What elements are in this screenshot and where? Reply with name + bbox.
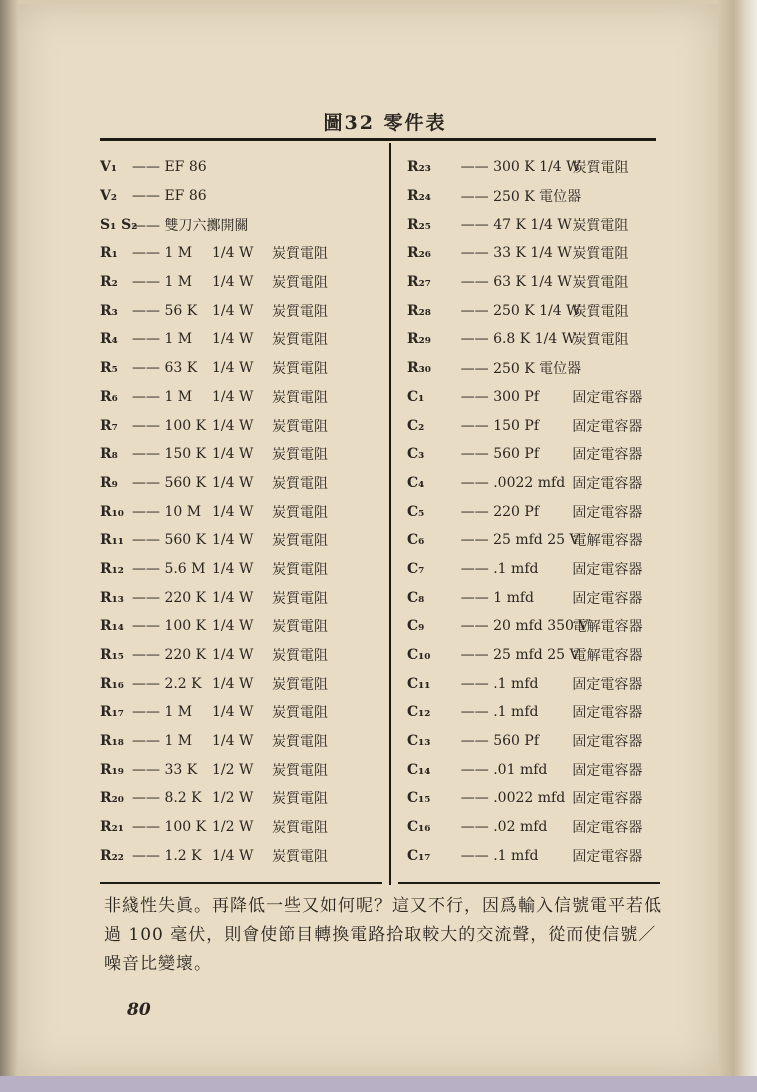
part-value: —— EF 86: [132, 188, 207, 205]
part-row: [407, 210, 662, 239]
part-type: 炭質電阻: [272, 332, 328, 349]
part-type: 固定電容器: [572, 418, 643, 435]
part-designator: C₁₂: [407, 704, 431, 721]
part-designator: V₂: [100, 188, 117, 205]
part-row: [407, 182, 662, 211]
part-value: —— 220 Pf: [460, 503, 540, 520]
part-type: 固定電容器: [572, 590, 643, 607]
part-type: 固定電容器: [572, 734, 643, 751]
part-type: 炭質電阻: [572, 160, 629, 177]
part-value: —— .1 mfd: [460, 560, 539, 577]
part-designator: S₁ S₂: [100, 216, 138, 233]
part-row: [407, 641, 662, 670]
part-designator: R₂: [100, 274, 118, 291]
part-type: 炭質電阻: [272, 418, 328, 435]
part-value: —— 560 Pf: [460, 733, 540, 750]
part-designator: R₅: [100, 360, 118, 377]
part-row: [100, 268, 385, 297]
part-type: 固定電容器: [572, 504, 643, 521]
part-value: —— 560 Pf: [460, 446, 540, 463]
part-power-rating: 1/4 W: [212, 503, 254, 520]
part-value: —— 1 M: [132, 331, 193, 348]
part-power-rating: 1/2 W: [212, 761, 254, 778]
part-row: [407, 497, 662, 526]
part-power-rating: 1/4 W: [212, 560, 254, 577]
part-designator: R₁₄: [100, 618, 124, 635]
part-row: [100, 555, 385, 584]
part-value: —— 250 K 1/4 W: [460, 302, 581, 319]
part-designator: C₁₀: [407, 647, 431, 664]
part-designator: R₁₉: [100, 761, 124, 778]
part-type: 炭質電阻: [572, 275, 629, 292]
part-type: 炭質電阻: [272, 533, 328, 550]
part-type: 炭質電阻: [272, 475, 328, 492]
part-designator: R₂₅: [407, 216, 431, 233]
part-type: 炭質電阻: [272, 246, 328, 263]
part-value: —— .01 mfd: [460, 761, 548, 778]
part-value: —— 雙刀六擲開關: [132, 217, 249, 234]
part-type: 炭質電阻: [272, 762, 328, 779]
part-row: [407, 411, 662, 440]
part-row: [100, 813, 385, 842]
part-designator: R₁: [100, 245, 118, 262]
part-row: [100, 612, 385, 641]
part-row: [407, 239, 662, 268]
part-designator: C₁₇: [407, 847, 431, 864]
part-type: 固定電容器: [572, 475, 643, 492]
part-designator: R₄: [100, 331, 118, 348]
part-designator: R₂₄: [407, 188, 431, 205]
part-row: [100, 727, 385, 756]
part-power-rating: 1/4 W: [212, 274, 254, 291]
page-number: 80: [127, 1000, 151, 1020]
part-designator: R₆: [100, 388, 118, 405]
part-type: 炭質電阻: [272, 676, 328, 693]
part-power-rating: 1/4 W: [212, 417, 254, 434]
page-edge: [718, 0, 757, 1092]
part-power-rating: 1/4 W: [212, 360, 254, 377]
part-row: [407, 296, 662, 325]
part-power-rating: 1/4 W: [212, 704, 254, 721]
part-type: 炭質電阻: [272, 275, 328, 292]
table-top-rule: [100, 138, 656, 141]
part-row: [100, 497, 385, 526]
part-value: —— 56 K: [132, 302, 198, 319]
part-value: —— 300 K 1/4 W: [460, 159, 581, 176]
part-row: [407, 383, 662, 412]
part-type: 炭質電阻: [572, 217, 629, 234]
part-designator: C₁₁: [407, 675, 431, 692]
parts-list-right: [407, 153, 662, 870]
part-designator: C₈: [407, 589, 425, 606]
part-row: [100, 669, 385, 698]
part-type: 炭質電阻: [272, 389, 328, 406]
part-type: 炭質電阻: [572, 332, 629, 349]
part-value: —— 1.2 K: [132, 847, 202, 864]
part-value: —— 100 K: [132, 819, 207, 836]
part-designator: R₃: [100, 302, 118, 319]
part-row: [100, 469, 385, 498]
part-row: [100, 641, 385, 670]
part-designator: R₂₉: [407, 331, 431, 348]
part-row: [407, 469, 662, 498]
part-row: [100, 182, 385, 211]
part-power-rating: 1/4 W: [212, 618, 254, 635]
part-value: —— 100 K: [132, 417, 207, 434]
part-value: —— 560 K: [132, 532, 207, 549]
part-row: [407, 555, 662, 584]
part-designator: R₃₀: [407, 360, 431, 377]
part-type: 炭質電阻: [572, 303, 629, 320]
part-row: [100, 755, 385, 784]
part-value: —— 20 mfd 350 V: [460, 618, 589, 635]
part-power-rating: 1/2 W: [212, 819, 254, 836]
part-value: —— 25 mfd 25 V: [460, 647, 580, 664]
part-power-rating: 1/4 W: [212, 474, 254, 491]
part-type: 固定電容器: [572, 762, 643, 779]
part-designator: R₂₈: [407, 302, 431, 319]
part-designator: R₂₂: [100, 847, 124, 864]
part-row: [100, 698, 385, 727]
part-type: 炭質電阻: [272, 361, 328, 378]
part-value: —— 63 K 1/4 W: [460, 274, 572, 291]
body-paragraph: 非綫性失眞。再降低一些又如何呢？這又不行，因爲輸入信號電平若低過 100 毫伏，則會使節目轉換電路拾取較大的交流聲，從而使信號／噪音比變壞。: [104, 896, 662, 974]
scan-background: [0, 1076, 757, 1092]
part-row: [407, 583, 662, 612]
part-row: [407, 755, 662, 784]
part-value: —— 1 M: [132, 704, 193, 721]
part-type: 炭質電阻: [272, 791, 328, 808]
part-type: 電解電容器: [572, 533, 643, 550]
part-value: —— .0022 mfd: [460, 790, 566, 807]
part-row: [100, 383, 385, 412]
part-type: 電解電容器: [572, 619, 643, 636]
part-value: —— 10 M: [132, 503, 202, 520]
part-type: 固定電容器: [572, 389, 643, 406]
part-value: —— 150 Pf: [460, 417, 540, 434]
part-designator: R₁₇: [100, 704, 124, 721]
part-type: 炭質電阻: [272, 820, 328, 837]
table-title: 圖32 零件表: [323, 112, 447, 134]
part-value: —— 33 K: [132, 761, 198, 778]
parts-list-left: [100, 153, 385, 870]
table-bottom-rule-left: [100, 882, 382, 884]
part-power-rating: 1/4 W: [212, 847, 254, 864]
part-type: 固定電容器: [572, 820, 643, 837]
part-row: [100, 296, 385, 325]
part-row: [100, 526, 385, 555]
part-power-rating: 1/4 W: [212, 388, 254, 405]
part-value: —— 1 M: [132, 733, 193, 750]
part-value: —— 100 K: [132, 618, 207, 635]
part-designator: C₅: [407, 503, 425, 520]
part-row: [407, 784, 662, 813]
part-type: 固定電容器: [572, 676, 643, 693]
part-row: [407, 669, 662, 698]
part-type: 炭質電阻: [272, 619, 328, 636]
part-designator: R₂₆: [407, 245, 431, 262]
part-designator: C₂: [407, 417, 425, 434]
part-type: 炭質電阻: [272, 561, 328, 578]
part-value: —— 5.6 M: [132, 560, 206, 577]
part-value: —— 63 K: [132, 360, 198, 377]
part-value: —— 25 mfd 25 V: [460, 532, 580, 549]
part-designator: R₁₁: [100, 532, 124, 549]
part-row: [407, 842, 662, 871]
part-designator: C₉: [407, 618, 425, 635]
part-designator: C₁₆: [407, 819, 431, 836]
part-designator: R₂₁: [100, 819, 124, 836]
part-type: 炭質電阻: [272, 590, 328, 607]
part-row: [407, 612, 662, 641]
part-designator: R₁₂: [100, 560, 124, 577]
part-row: [100, 354, 385, 383]
part-value: —— 560 K: [132, 474, 207, 491]
part-designator: R₁₀: [100, 503, 124, 520]
part-power-rating: 1/4 W: [212, 733, 254, 750]
part-power-rating: 1/4 W: [212, 675, 254, 692]
part-type: 炭質電阻: [272, 648, 328, 665]
part-value: —— 1 M: [132, 245, 193, 262]
part-value: —— 2.2 K: [132, 675, 202, 692]
part-value: —— 1 mfd: [460, 589, 535, 606]
part-row: [100, 325, 385, 354]
part-type: 固定電容器: [572, 447, 643, 464]
part-row: [407, 813, 662, 842]
part-value: —— 1 M: [132, 274, 193, 291]
part-power-rating: 1/4 W: [212, 331, 254, 348]
part-designator: R₁₈: [100, 733, 124, 750]
part-value: —— .1 mfd: [460, 704, 539, 721]
part-value: —— 1 M: [132, 388, 193, 405]
part-value: —— .1 mfd: [460, 847, 539, 864]
part-value: —— 220 K: [132, 589, 207, 606]
part-value: —— 33 K 1/4 W: [460, 245, 572, 262]
part-power-rating: 1/4 W: [212, 245, 254, 262]
part-row: [407, 727, 662, 756]
part-designator: C₁₄: [407, 761, 431, 778]
part-designator: R₉: [100, 474, 118, 491]
part-row: [100, 239, 385, 268]
table-bottom-rule-right: [398, 882, 660, 884]
part-row: [100, 440, 385, 469]
part-designator: C₁: [407, 388, 425, 405]
part-type: 電解電容器: [572, 648, 643, 665]
part-value: —— .02 mfd: [460, 819, 548, 836]
part-type: 炭質電阻: [272, 705, 328, 722]
part-designator: C₁₅: [407, 790, 431, 807]
part-type: 固定電容器: [572, 561, 643, 578]
part-designator: R₇: [100, 417, 118, 434]
part-value: —— 250 K 電位器: [460, 361, 582, 378]
part-type: 炭質電阻: [272, 848, 328, 865]
part-designator: C₆: [407, 532, 425, 549]
part-value: —— .0022 mfd: [460, 474, 566, 491]
part-row: [407, 440, 662, 469]
part-row: [407, 698, 662, 727]
part-type: 炭質電阻: [272, 734, 328, 751]
part-row: [407, 268, 662, 297]
part-type: 炭質電阻: [272, 504, 328, 521]
part-type: 炭質電阻: [572, 246, 629, 263]
part-row: [100, 210, 385, 239]
part-designator: R₂₇: [407, 274, 431, 291]
part-row: [407, 325, 662, 354]
part-designator: C₇: [407, 560, 425, 577]
part-power-rating: 1/4 W: [212, 302, 254, 319]
part-designator: R₂₀: [100, 790, 124, 807]
part-power-rating: 1/4 W: [212, 532, 254, 549]
part-row: [407, 354, 662, 383]
part-type: 固定電容器: [572, 791, 643, 808]
part-power-rating: 1/4 W: [212, 446, 254, 463]
part-row: [100, 784, 385, 813]
part-row: [407, 526, 662, 555]
part-designator: R₂₃: [407, 159, 431, 176]
part-type: 炭質電阻: [272, 447, 328, 464]
table-column-divider: [389, 143, 391, 885]
part-type: 炭質電阻: [272, 303, 328, 320]
part-power-rating: 1/4 W: [212, 647, 254, 664]
part-type: 固定電容器: [572, 705, 643, 722]
part-row: [100, 583, 385, 612]
part-designator: R₈: [100, 446, 118, 463]
part-type: 固定電容器: [572, 848, 643, 865]
part-designator: C₃: [407, 446, 425, 463]
part-designator: R₁₃: [100, 589, 124, 606]
part-designator: R₁₅: [100, 647, 124, 664]
part-value: —— .1 mfd: [460, 675, 539, 692]
part-power-rating: 1/2 W: [212, 790, 254, 807]
part-power-rating: 1/4 W: [212, 589, 254, 606]
part-row: [100, 153, 385, 182]
part-value: —— 8.2 K: [132, 790, 202, 807]
part-value: —— 300 Pf: [460, 388, 540, 405]
part-value: —— 6.8 K 1/4 W: [460, 331, 577, 348]
part-value: —— 47 K 1/4 W: [460, 216, 572, 233]
part-value: —— 250 K 電位器: [460, 189, 582, 206]
part-row: [100, 411, 385, 440]
part-value: —— 150 K: [132, 446, 207, 463]
part-value: —— 220 K: [132, 647, 207, 664]
part-designator: C₁₃: [407, 733, 431, 750]
part-value: —— EF 86: [132, 159, 207, 176]
part-designator: R₁₆: [100, 675, 124, 692]
part-designator: V₁: [100, 159, 117, 176]
book-spine: [0, 0, 18, 1092]
part-row: [100, 842, 385, 871]
part-designator: C₄: [407, 474, 425, 491]
part-row: [407, 153, 662, 182]
